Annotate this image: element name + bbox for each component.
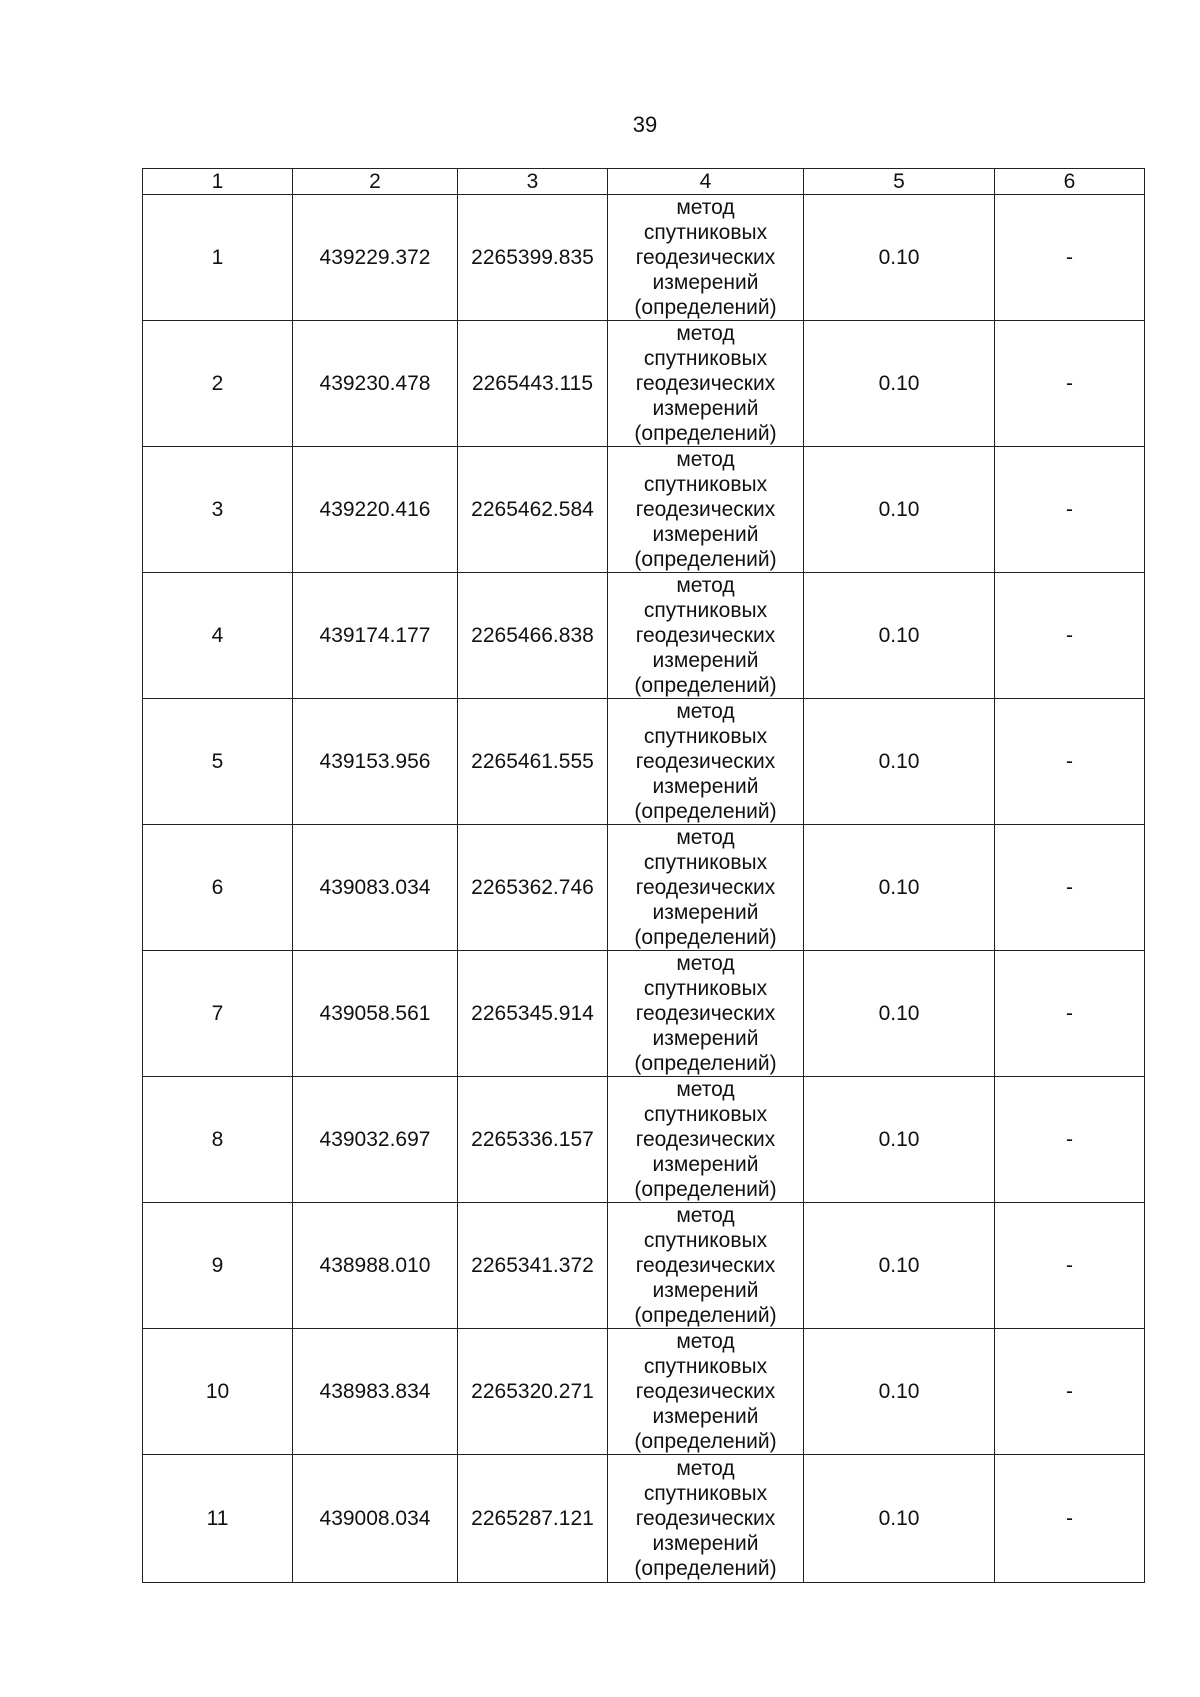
table-row [143,699,1145,825]
method-line: (определений) [634,1178,777,1201]
method-line: геодезических [635,1254,776,1277]
method-line: (определений) [634,926,777,949]
method-line: метод [676,574,735,597]
method-line: измерений [652,1153,759,1176]
y-coordinate-cell: 2265362.746 [458,825,608,951]
method-line: измерений [652,1279,759,1302]
point-number-cell: 9 [143,1203,293,1329]
method-line: геодезических [635,246,776,269]
note-cell: - [995,825,1145,951]
page-number: 39 [632,112,658,137]
method-line: спутниковых [643,1355,768,1378]
note-cell: - [995,951,1145,1077]
method-line: (определений) [634,1052,777,1075]
y-coordinate-cell: 2265345.914 [458,951,608,1077]
table-row [143,1455,1145,1583]
y-coordinate-cell: 2265336.157 [458,1077,608,1203]
x-coordinate-cell: 439058.561 [293,951,458,1077]
table-row [143,1329,1145,1455]
method-line: геодезических [635,876,776,899]
method-line: (определений) [634,1304,777,1327]
y-coordinate-cell: 2265466.838 [458,573,608,699]
table-row [143,825,1145,951]
x-coordinate-cell: 439153.956 [293,699,458,825]
method-line: спутниковых [643,977,768,1000]
y-coordinate-cell: 2265462.584 [458,447,608,573]
method-line: метод [676,322,735,345]
x-coordinate-cell: 439008.034 [293,1455,458,1583]
point-number-cell: 11 [143,1455,293,1583]
column-header: 5 [804,169,995,195]
method-line: геодезических [635,1128,776,1151]
method-line: метод [676,1078,735,1101]
column-header: 4 [608,169,804,195]
method-cell [608,321,804,447]
method-line: геодезических [635,498,776,521]
method-line: спутниковых [643,725,768,748]
note-cell: - [995,447,1145,573]
x-coordinate-cell: 439083.034 [293,825,458,951]
method-line: метод [676,1330,735,1353]
method-line: (определений) [634,674,777,697]
method-line: спутниковых [643,599,768,622]
y-coordinate-cell: 2265461.555 [458,699,608,825]
x-coordinate-cell: 439229.372 [293,195,458,321]
note-cell: - [995,573,1145,699]
table-row [143,573,1145,699]
method-line: геодезических [635,1380,776,1403]
coordinates-table [142,168,1145,1583]
x-coordinate-cell: 439220.416 [293,447,458,573]
accuracy-cell: 0.10 [804,447,995,573]
method-line: измерений [652,1027,759,1050]
method-line: измерений [652,523,759,546]
method-line: метод [676,1204,735,1227]
method-line: спутниковых [643,347,768,370]
x-coordinate-cell: 439174.177 [293,573,458,699]
method-line: геодезических [635,1002,776,1025]
x-coordinate-cell: 439230.478 [293,321,458,447]
x-coordinate-cell: 438983.834 [293,1329,458,1455]
method-line: спутниковых [643,221,768,244]
x-coordinate-cell: 439032.697 [293,1077,458,1203]
note-cell: - [995,1203,1145,1329]
note-cell: - [995,1329,1145,1455]
accuracy-cell: 0.10 [804,573,995,699]
y-coordinate-cell: 2265443.115 [458,321,608,447]
point-number-cell: 2 [143,321,293,447]
note-cell: - [995,321,1145,447]
method-cell [608,699,804,825]
method-cell [608,447,804,573]
method-line: (определений) [634,800,777,823]
method-line: измерений [652,775,759,798]
method-cell [608,1203,804,1329]
method-cell [608,951,804,1077]
method-line: (определений) [634,548,777,571]
method-line: измерений [652,901,759,924]
column-header: 3 [458,169,608,195]
table-row [143,447,1145,573]
method-line: метод [676,448,735,471]
method-line: метод [676,1457,735,1480]
point-number-cell: 4 [143,573,293,699]
table-row [143,1077,1145,1203]
method-cell [608,1455,804,1583]
method-line: спутниковых [643,851,768,874]
point-number-cell: 10 [143,1329,293,1455]
method-line: геодезических [635,1507,776,1530]
y-coordinate-cell: 2265287.121 [458,1455,608,1583]
method-cell [608,1077,804,1203]
table-row [143,195,1145,321]
column-header: 1 [143,169,293,195]
note-cell: - [995,1077,1145,1203]
accuracy-cell: 0.10 [804,1077,995,1203]
accuracy-cell: 0.10 [804,951,995,1077]
table-row [143,1203,1145,1329]
method-line: спутниковых [643,1482,768,1505]
method-line: (определений) [634,1557,777,1580]
method-line: спутниковых [643,473,768,496]
point-number-cell: 1 [143,195,293,321]
column-header: 2 [293,169,458,195]
method-line: (определений) [634,422,777,445]
point-number-cell: 6 [143,825,293,951]
accuracy-cell: 0.10 [804,195,995,321]
accuracy-cell: 0.10 [804,1455,995,1583]
method-line: (определений) [634,1430,777,1453]
y-coordinate-cell: 2265399.835 [458,195,608,321]
method-cell [608,825,804,951]
method-line: измерений [652,271,759,294]
point-number-cell: 5 [143,699,293,825]
point-number-cell: 7 [143,951,293,1077]
y-coordinate-cell: 2265341.372 [458,1203,608,1329]
method-line: метод [676,826,735,849]
method-line: измерений [652,649,759,672]
note-cell: - [995,1455,1145,1583]
table-header-row [143,169,1145,195]
method-cell [608,573,804,699]
point-number-cell: 3 [143,447,293,573]
method-line: измерений [652,1405,759,1428]
accuracy-cell: 0.10 [804,1203,995,1329]
x-coordinate-cell: 438988.010 [293,1203,458,1329]
note-cell: - [995,699,1145,825]
method-line: измерений [652,397,759,420]
table-row [143,321,1145,447]
point-number-cell: 8 [143,1077,293,1203]
method-line: геодезических [635,750,776,773]
accuracy-cell: 0.10 [804,699,995,825]
method-line: геодезических [635,624,776,647]
table-row [143,951,1145,1077]
column-header: 6 [995,169,1145,195]
method-cell [608,1329,804,1455]
method-line: спутниковых [643,1229,768,1252]
accuracy-cell: 0.10 [804,825,995,951]
y-coordinate-cell: 2265320.271 [458,1329,608,1455]
method-line: спутниковых [643,1103,768,1126]
method-line: измерений [652,1532,759,1555]
method-line: метод [676,952,735,975]
method-line: метод [676,196,735,219]
method-line: геодезических [635,372,776,395]
method-cell [608,195,804,321]
accuracy-cell: 0.10 [804,321,995,447]
accuracy-cell: 0.10 [804,1329,995,1455]
note-cell: - [995,195,1145,321]
method-line: (определений) [634,296,777,319]
method-line: метод [676,700,735,723]
